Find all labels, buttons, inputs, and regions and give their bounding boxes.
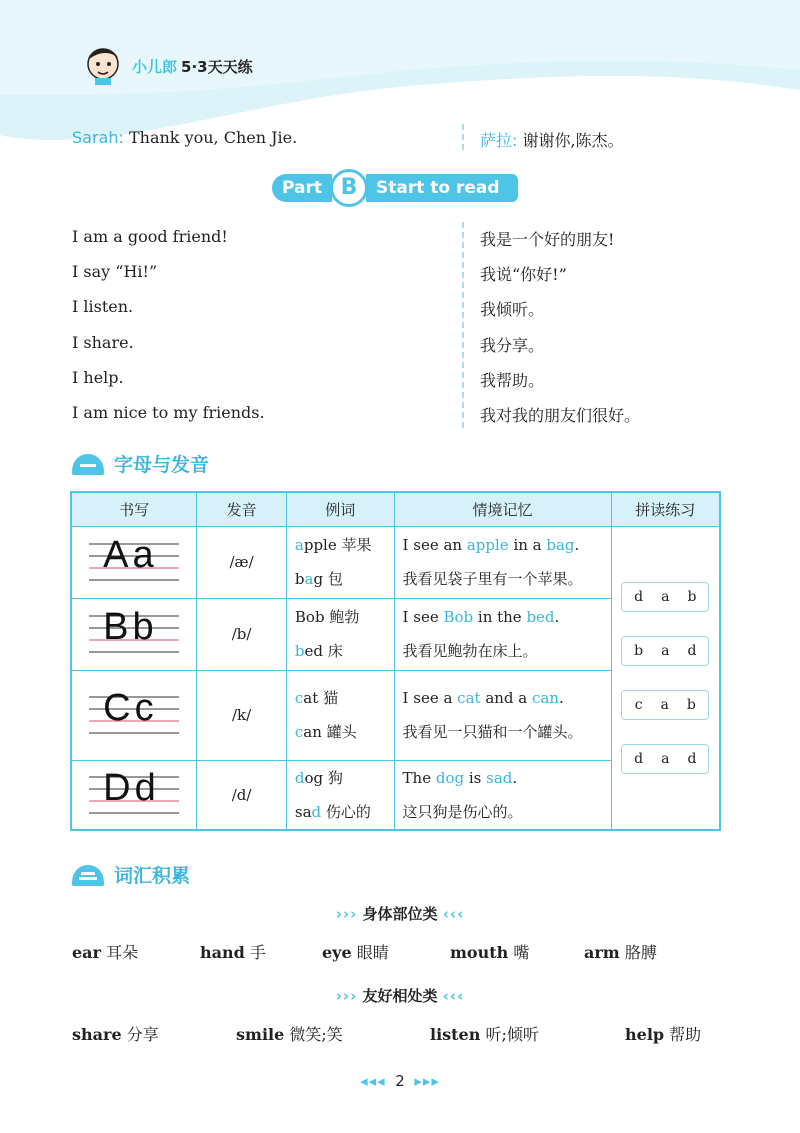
brand: [132, 56, 253, 77]
dialog-cn: [480, 128, 624, 151]
page-number-value: 2: [395, 1072, 405, 1090]
header-sound: 发音: [197, 492, 287, 526]
scene-en: The dog is sad.: [402, 768, 518, 787]
reading-en-4: I share.: [72, 333, 134, 352]
vocab-category-friendship: [0, 985, 800, 1006]
example-cell: [286, 598, 394, 670]
vocab-category-body: [0, 903, 800, 924]
vocab-item: listen 听;倾听: [430, 1025, 539, 1044]
scene-cell: [394, 526, 611, 598]
scene-cn: 我看见一只猫和一个罐头。: [402, 723, 583, 741]
letter-glyph: Bb: [103, 606, 158, 648]
divider-dialog: [462, 124, 464, 150]
reading-cn-3: 我倾听。: [480, 300, 545, 319]
writing-cell: [71, 598, 197, 670]
divider-reading: [462, 222, 464, 428]
header-blend: 拼读练习: [611, 492, 720, 526]
letter-glyph: Dd: [103, 766, 160, 809]
speaker-cn: 萨拉:: [480, 131, 518, 150]
vocab-item: smile 微笑;笑: [236, 1025, 343, 1044]
reading-en-3: I listen.: [72, 297, 134, 316]
sound-cell: /k/: [197, 670, 287, 760]
page-number: [0, 1072, 800, 1090]
example-word-1: dog 狗: [294, 768, 343, 787]
letter-glyph: Cc: [103, 687, 158, 729]
scene-en: I see Bob in the bed.: [402, 608, 560, 626]
scene-cn: 这只狗是伤心的。: [402, 802, 523, 821]
scene-cell: [394, 598, 611, 670]
reading-en-2: I say “Hi!”: [72, 262, 158, 281]
dialog-text-cn: 谢谢你,陈杰。: [522, 131, 624, 150]
part-banner: [272, 168, 518, 208]
chevrons-left-icon: ‹‹‹: [442, 987, 465, 1005]
chevrons-right-icon: ▸▸▸: [414, 1072, 440, 1090]
brand-name: 小儿郎: [132, 58, 178, 76]
example-word-1: cat 猫: [294, 689, 339, 707]
blend-card: b a d: [621, 636, 709, 666]
scene-cell: [394, 760, 611, 830]
dialog-text-en: Thank you, Chen Jie.: [128, 128, 298, 147]
example-word-2: sad 伤心的: [294, 802, 371, 821]
sound-cell: /d/: [197, 760, 287, 830]
vocab-item: mouth 嘴: [450, 943, 530, 962]
sound-cell: /æ/: [197, 526, 287, 598]
example-cell: [286, 760, 394, 830]
vocab-item: help 帮助: [625, 1025, 702, 1044]
reading-cn-4: 我分享。: [480, 336, 545, 355]
blend-card: c a b: [621, 690, 709, 720]
phonics-title: 字母与发音: [114, 454, 210, 476]
brand-series: 5·3天天练: [181, 58, 253, 76]
part-title: Start to read: [366, 174, 518, 202]
table-row: [71, 526, 720, 598]
reading-en-1: I am a good friend!: [72, 227, 228, 246]
example-word-2: can 罐头: [294, 723, 357, 741]
reading-cn-2: 我说“你好!”: [480, 265, 567, 284]
scene-cell: [394, 670, 611, 760]
blend-card: d a d: [621, 744, 709, 774]
blend-cell: [611, 526, 720, 830]
reading-en-6: I am nice to my friends.: [72, 403, 265, 422]
scene-cn: 我看见鲍勃在床上。: [402, 642, 538, 660]
part-letter: B: [330, 169, 368, 207]
reading-cn-1: 我是一个好的朋友!: [480, 230, 615, 249]
header-scene: 情境记忆: [394, 492, 611, 526]
header-example: 例词: [286, 492, 394, 526]
example-cell: [286, 526, 394, 598]
mascot-icon: [82, 42, 124, 86]
phonics-heading: [70, 450, 209, 477]
header-writing: 书写: [71, 492, 197, 526]
vocab-item: share 分享: [72, 1025, 159, 1044]
writing-cell: [71, 670, 197, 760]
reading-cn-6: 我对我的朋友们很好。: [480, 406, 641, 425]
vocab-item: ear 耳朵: [72, 943, 139, 962]
category-title: 身体部位类: [362, 905, 438, 923]
vocab-title: 词汇积累: [114, 865, 191, 887]
example-word-1: apple 苹果: [294, 536, 372, 554]
chevrons-left-icon: ◂◂◂: [360, 1072, 386, 1090]
writing-cell: [71, 526, 197, 598]
vocab-item: hand 手: [200, 943, 266, 962]
section-one-icon: [70, 452, 106, 476]
example-word-1: Bob 鲍勃: [294, 608, 360, 626]
chevrons-left-icon: ‹‹‹: [442, 905, 465, 923]
chevrons-right-icon: ›››: [335, 905, 358, 923]
table-header-row: [71, 492, 720, 526]
chevrons-right-icon: ›››: [335, 987, 358, 1005]
example-word-2: bag 包: [294, 570, 343, 588]
category-title: 友好相处类: [362, 987, 438, 1005]
scene-en: I see an apple in a bag.: [402, 536, 580, 554]
scene-cn: 我看见袋子里有一个苹果。: [402, 570, 583, 588]
dialog-en: [72, 128, 297, 147]
example-word-2: bed 床: [294, 642, 343, 660]
reading-cn-5: 我帮助。: [480, 371, 545, 390]
sound-cell: /b/: [197, 598, 287, 670]
vocab-item: arm 胳膊: [584, 943, 657, 962]
speaker-en: Sarah:: [72, 128, 124, 147]
section-two-icon: [70, 863, 106, 887]
example-cell: [286, 670, 394, 760]
reading-en-5: I help.: [72, 368, 124, 387]
vocab-heading: [70, 861, 190, 888]
blend-card: d a b: [621, 582, 709, 612]
scene-en: I see a cat and a can.: [402, 689, 564, 707]
writing-cell: [71, 760, 197, 830]
part-label: Part: [272, 174, 332, 202]
phonics-table: [70, 491, 721, 831]
letter-glyph: Aa: [103, 534, 158, 576]
vocab-item: eye 眼睛: [322, 943, 389, 962]
